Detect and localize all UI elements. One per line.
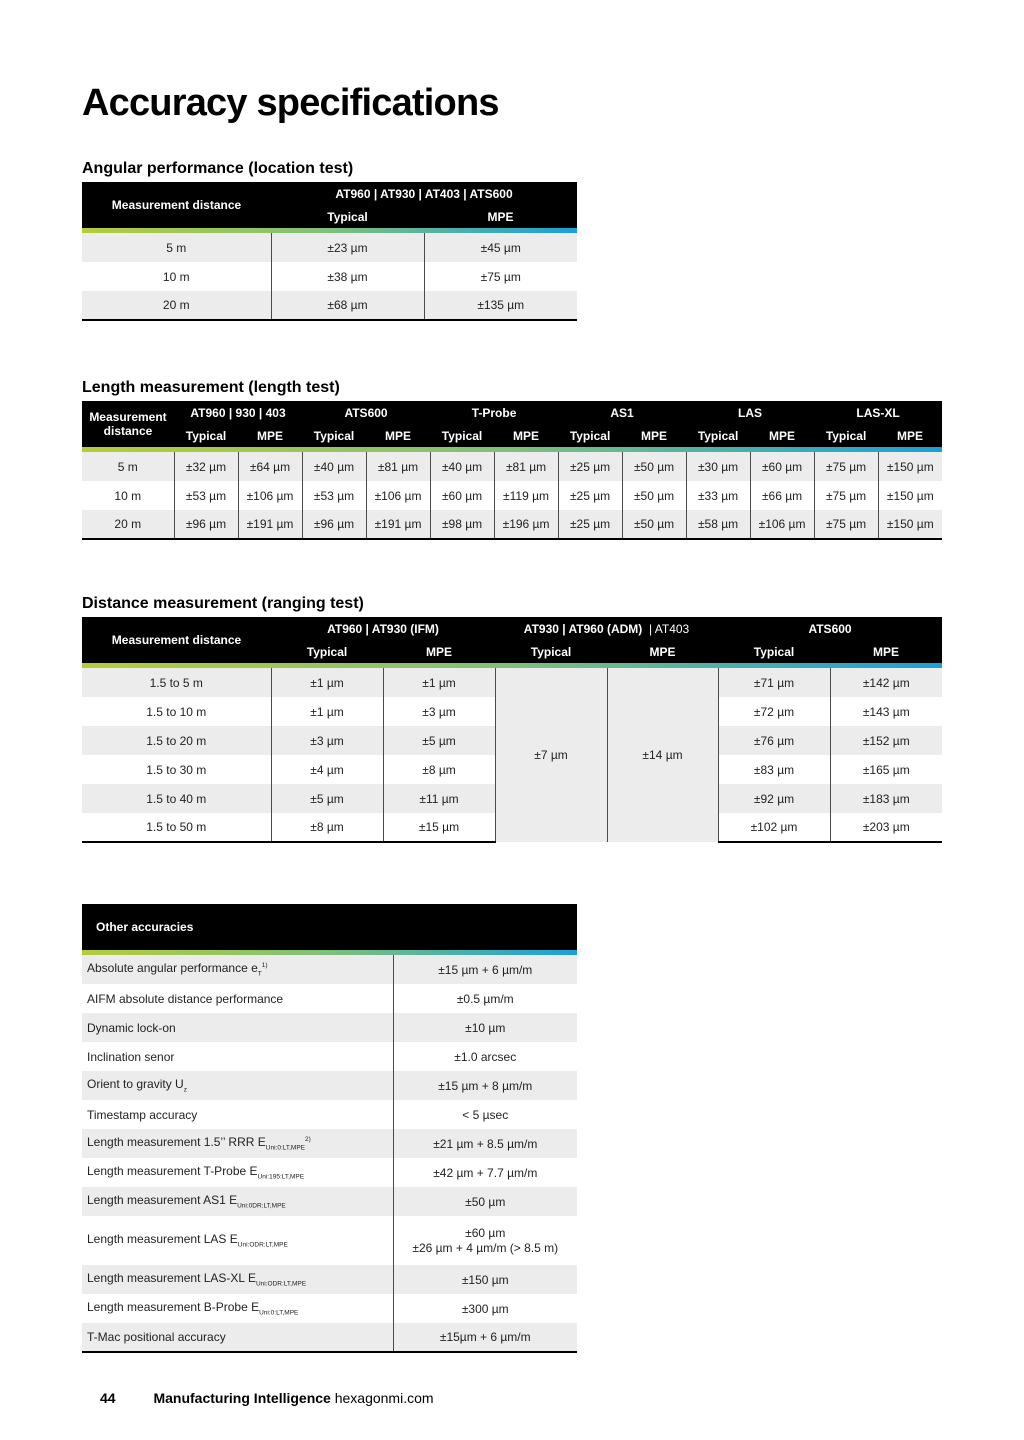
angular-model-header: AT960 | AT930 | AT403 | ATS600 <box>271 182 577 206</box>
distance-cell: 20 m <box>82 510 174 539</box>
page-title: Accuracy specifications <box>82 82 499 124</box>
spec-label-subscript: Uni:ODR:LT,MPE <box>255 1280 307 1288</box>
page-footer <box>100 1390 434 1406</box>
ats-mpe-cell: ±152 µm <box>830 726 942 755</box>
spec-label <box>82 955 393 984</box>
ifm-mpe-cell: ±3 µm <box>383 697 495 726</box>
length-mpe-header: MPE <box>878 425 942 447</box>
value-cell: ±150 µm <box>878 481 942 510</box>
spec-label <box>82 1294 393 1323</box>
length-group-header: T-Probe <box>430 401 558 425</box>
distance-cell: 5 m <box>82 452 174 481</box>
spec-value: ±1.0 arcsec <box>393 1042 577 1071</box>
table-row <box>82 481 942 510</box>
spec-value: ±0.5 µm/m <box>393 984 577 1013</box>
value-cell: ±60 µm <box>430 481 494 510</box>
length-typical-header: Typical <box>558 425 622 447</box>
spec-value: ±300 µm <box>393 1294 577 1323</box>
value-cell: ±75 µm <box>814 481 878 510</box>
spec-value: ±42 µm + 7.7 µm/m <box>393 1158 577 1187</box>
table-row <box>82 1042 577 1071</box>
ifm-typical-cell: ±1 µm <box>271 668 383 697</box>
spec-label: AIFM absolute distance performance <box>87 991 284 1006</box>
distance-table <box>82 617 942 843</box>
ifm-mpe-cell: ±5 µm <box>383 726 495 755</box>
ifm-typical-cell: ±4 µm <box>271 755 383 784</box>
length-group-header: ATS600 <box>302 401 430 425</box>
spec-value-line: ±26 µm + 4 µm/m (> 8.5 m) <box>412 1240 559 1255</box>
value-cell: ±50 µm <box>622 481 686 510</box>
value-cell: ±150 µm <box>878 510 942 539</box>
table-row <box>82 1071 577 1100</box>
length-typical-header: Typical <box>302 425 366 447</box>
angular-table <box>82 182 577 321</box>
range-cell: 1.5 to 5 m <box>82 668 271 697</box>
spec-label-subscript: Uni:ODR:LT,MPE <box>237 1241 288 1249</box>
value-cell: ±64 µm <box>238 452 302 481</box>
distance-typical-header: Typical <box>495 641 607 663</box>
ifm-mpe-cell: ±1 µm <box>383 668 495 697</box>
ats-typical-cell: ±71 µm <box>718 668 830 697</box>
length-distance-header: Measurement distance <box>82 401 174 447</box>
spec-label-footnote: 1) <box>261 962 268 970</box>
distance-cell: 10 m <box>162 269 190 284</box>
ats-mpe-cell: ±203 µm <box>830 813 942 842</box>
mpe-cell: ±135 µm <box>424 291 577 320</box>
value-cell: ±96 µm <box>174 510 238 539</box>
spec-label-text: Length measurement LAS-XL E <box>87 1271 256 1286</box>
value-cell: ±191 µm <box>238 510 302 539</box>
length-typical-header: Typical <box>430 425 494 447</box>
ats-group-header: ATS600 <box>718 617 942 641</box>
spec-label-subscript: Uni:0DR:LT,MPE <box>237 1202 286 1210</box>
length-typical-header: Typical <box>686 425 750 447</box>
spec-label <box>82 1129 393 1158</box>
spec-value-line: ±60 µm <box>465 1225 506 1240</box>
distance-mpe-header: MPE <box>607 641 718 663</box>
value-cell: ±106 µm <box>366 481 430 510</box>
length-mpe-header: MPE <box>238 425 302 447</box>
value-cell: ±25 µm <box>558 481 622 510</box>
page-number: 44 <box>100 1390 116 1406</box>
ats-mpe-cell: ±165 µm <box>830 755 942 784</box>
spec-value: ±15 µm + 8 µm/m <box>393 1071 577 1100</box>
value-cell: ±30 µm <box>686 452 750 481</box>
length-group-header: LAS-XL <box>814 401 942 425</box>
spec-label: T-Mac positional accuracy <box>82 1323 393 1352</box>
table-row <box>82 955 577 984</box>
spec-label-text: Length measurement 1.5’’ RRR E <box>87 1135 266 1150</box>
value-cell: ±58 µm <box>686 510 750 539</box>
adm-group-label: AT930 | AT960 (ADM) <box>523 622 643 636</box>
spec-label-subscript: T <box>257 970 262 978</box>
value-cell: ±75 µm <box>814 452 878 481</box>
value-cell: ±98 µm <box>430 510 494 539</box>
spec-label-subscript: Uni:0:LT,MPE <box>259 1309 299 1317</box>
spec-label: Inclination senor <box>87 1049 175 1064</box>
ifm-typical-cell: ±5 µm <box>271 784 383 813</box>
value-cell: ±96 µm <box>302 510 366 539</box>
value-cell: ±53 µm <box>302 481 366 510</box>
length-typical-header: Typical <box>174 425 238 447</box>
range-cell: 1.5 to 40 m <box>82 784 271 813</box>
footer-url: hexagonmi.com <box>334 1390 434 1406</box>
ats-typical-cell: ±92 µm <box>718 784 830 813</box>
spec-label-text: Length measurement LAS E <box>87 1232 238 1247</box>
ats-typical-cell: ±83 µm <box>718 755 830 784</box>
ifm-typical-cell: ±3 µm <box>271 726 383 755</box>
value-cell: ±60 µm <box>750 452 814 481</box>
value-cell: ±50 µm <box>622 510 686 539</box>
spec-label <box>82 1265 393 1294</box>
distance-typical-header: Typical <box>718 641 830 663</box>
spec-value: ±15 µm + 6 µm/m <box>393 955 577 984</box>
spec-value: < 5 µsec <box>393 1100 577 1129</box>
other-accuracies-header: Other accuracies <box>82 904 577 950</box>
distance-section-title: Distance measurement (ranging test) <box>82 595 364 612</box>
distance-cell: 10 m <box>114 488 142 503</box>
table-row <box>82 291 577 320</box>
table-row <box>82 1187 577 1216</box>
value-cell: ±66 µm <box>750 481 814 510</box>
value-cell: ±53 µm <box>174 481 238 510</box>
spec-value: ±150 µm <box>393 1265 577 1294</box>
typical-cell: ±23 µm <box>271 233 424 262</box>
typical-cell: ±68 µm <box>271 291 424 320</box>
ats-mpe-cell: ±183 µm <box>830 784 942 813</box>
length-group-header: AT960 | 930 | 403 <box>174 401 302 425</box>
spec-label-footnote: 2) <box>305 1136 311 1144</box>
range-cell: 1.5 to 30 m <box>146 762 207 777</box>
distance-mpe-header: MPE <box>383 641 495 663</box>
adm-mpe-cell: ±14 µm <box>607 668 718 842</box>
adm-group-extra: | AT403 <box>648 622 690 636</box>
distance-cell: 5 m <box>82 233 271 262</box>
value-cell: ±119 µm <box>494 481 558 510</box>
ifm-mpe-cell: ±8 µm <box>383 755 495 784</box>
length-table <box>82 401 942 540</box>
spec-label-subscript: Uni:0:LT,MPE <box>265 1144 306 1152</box>
length-mpe-header: MPE <box>366 425 430 447</box>
ifm-mpe-cell: ±15 µm <box>383 813 495 842</box>
spec-value: ±15µm + 6 µm/m <box>393 1323 577 1352</box>
adm-group-header <box>495 617 718 641</box>
ifm-typical-cell: ±8 µm <box>271 813 383 842</box>
distance-header: Measurement distance <box>82 617 271 663</box>
spec-value: ±21 µm + 8.5 µm/m <box>393 1129 577 1158</box>
ats-typical-cell: ±72 µm <box>718 697 830 726</box>
ats-typical-cell: ±76 µm <box>718 726 830 755</box>
spec-label-text: Length measurement B-Probe E <box>87 1300 260 1315</box>
value-cell: ±40 µm <box>430 452 494 481</box>
value-cell: ±25 µm <box>558 510 622 539</box>
table-row <box>82 1129 577 1158</box>
spec-value: ±10 µm <box>393 1013 577 1042</box>
spec-label-subscript: Uni:195:LT,MPE <box>257 1173 305 1181</box>
table-row <box>82 1100 577 1129</box>
value-cell: ±25 µm <box>558 452 622 481</box>
spec-label-text: Absolute angular performance e <box>87 961 258 976</box>
table-row <box>82 1013 577 1042</box>
length-group-header: LAS <box>686 401 814 425</box>
table-row <box>82 1265 577 1294</box>
spec-label-subscript: z <box>183 1086 187 1094</box>
angular-section-title: Angular performance (location test) <box>82 160 354 177</box>
table-row <box>82 1323 577 1352</box>
length-mpe-header: MPE <box>494 425 558 447</box>
distance-typical-header: Typical <box>271 641 383 663</box>
value-cell: ±81 µm <box>494 452 558 481</box>
spec-label-text: Length measurement AS1 E <box>87 1193 238 1208</box>
spec-label: Dynamic lock-on <box>82 1013 393 1042</box>
typical-cell: ±38 µm <box>271 262 424 291</box>
spec-label: Timestamp accuracy <box>87 1107 198 1122</box>
length-section-title: Length measurement (length test) <box>82 379 340 396</box>
table-row <box>82 262 577 291</box>
spec-label-text: Orient to gravity U <box>87 1077 184 1092</box>
value-cell: ±32 µm <box>174 452 238 481</box>
ats-mpe-cell: ±142 µm <box>830 668 942 697</box>
mpe-cell: ±75 µm <box>424 262 577 291</box>
table-row <box>82 510 942 539</box>
table-row <box>82 1294 577 1323</box>
spec-label <box>82 1187 393 1216</box>
value-cell: ±150 µm <box>878 452 942 481</box>
value-cell: ±106 µm <box>238 481 302 510</box>
distance-cell: 20 m <box>82 291 271 320</box>
value-cell: ±75 µm <box>814 510 878 539</box>
angular-typical-header: Typical <box>271 206 424 228</box>
adm-typical-cell: ±7 µm <box>495 668 607 842</box>
value-cell: ±191 µm <box>366 510 430 539</box>
angular-mpe-header: MPE <box>424 206 577 228</box>
distance-mpe-header: MPE <box>830 641 942 663</box>
table-row <box>82 1216 577 1265</box>
spec-label-text: Length measurement T-Probe E <box>87 1164 258 1179</box>
table-row <box>82 452 942 481</box>
value-cell: ±50 µm <box>622 452 686 481</box>
table-row <box>82 668 942 697</box>
length-mpe-header: MPE <box>750 425 814 447</box>
ifm-typical-cell: ±1 µm <box>271 697 383 726</box>
range-cell: 1.5 to 50 m <box>82 813 271 842</box>
value-cell: ±196 µm <box>494 510 558 539</box>
table-row <box>82 984 577 1013</box>
ats-typical-cell: ±102 µm <box>718 813 830 842</box>
spec-value: ±50 µm <box>393 1187 577 1216</box>
length-typical-header: Typical <box>814 425 878 447</box>
mpe-cell: ±45 µm <box>424 233 577 262</box>
ifm-mpe-cell: ±11 µm <box>383 784 495 813</box>
range-cell: 1.5 to 20 m <box>82 726 271 755</box>
length-group-header: AS1 <box>558 401 686 425</box>
table-row <box>82 233 577 262</box>
ats-mpe-cell: ±143 µm <box>830 697 942 726</box>
spec-label <box>82 1071 393 1100</box>
table-row <box>82 1158 577 1187</box>
spec-label <box>82 1216 393 1265</box>
spec-label <box>82 1158 393 1187</box>
ifm-group-header: AT960 | AT930 (IFM) <box>271 617 495 641</box>
value-cell: ±81 µm <box>366 452 430 481</box>
footer-brand: Manufacturing Intelligence <box>153 1390 331 1406</box>
other-accuracies-table <box>82 904 577 1353</box>
value-cell: ±40 µm <box>302 452 366 481</box>
range-cell: 1.5 to 10 m <box>146 704 207 719</box>
value-cell: ±33 µm <box>686 481 750 510</box>
length-mpe-header: MPE <box>622 425 686 447</box>
value-cell: ±106 µm <box>750 510 814 539</box>
spec-value <box>393 1216 577 1265</box>
angular-distance-header: Measurement distance <box>82 182 271 228</box>
